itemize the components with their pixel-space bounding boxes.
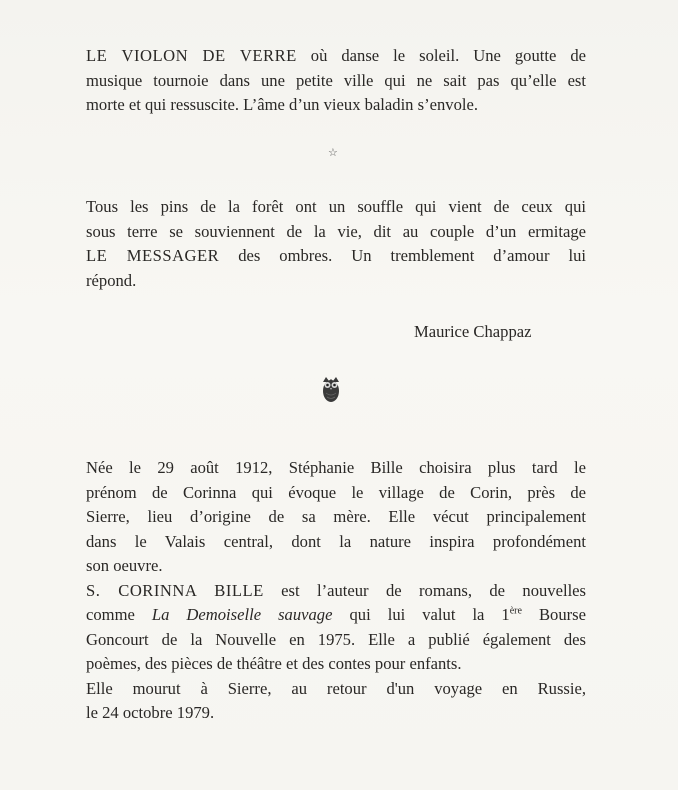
- paragraph-biography: [86, 456, 586, 726]
- text-line: LE MESSAGER des ombres. Un tremblement d’amour lui: [86, 246, 586, 265]
- text-line: sous terre se souviennent de la vie, dit au couple d’un ermitage: [86, 221, 586, 241]
- text-line: musique tournoie dans une petite ville qui ne sait pas qu’elle est: [86, 70, 586, 90]
- text-line: prénom de Corinna qui évoque le village de Corin, près de: [86, 482, 586, 502]
- book-title: La Demoiselle sauvage: [151, 605, 333, 624]
- text-line: son oeuvre.: [86, 556, 163, 575]
- text-line: comme La Demoiselle sauvage qui lui valut la 1ère Bourse: [86, 605, 586, 624]
- paragraph-messager: [86, 195, 586, 293]
- author-name-caps: S. CORINNA BILLE: [86, 580, 264, 600]
- author-signature: Maurice Chappaz: [414, 322, 532, 341]
- text-line: Elle mourut à Sierre, au retour d'un voyage en Russie,: [86, 678, 586, 698]
- text-line: Sierre, lieu d’origine de sa mère. Elle vécut principalement: [86, 507, 586, 526]
- text-line: Goncourt de la Nouvelle en 1975. Elle a publié également des: [86, 629, 586, 649]
- text-line: poèmes, des pièces de théâtre et des contes pour enfants.: [86, 654, 462, 673]
- title-caps: LE VIOLON DE VERRE: [86, 46, 297, 65]
- text-line: LE VIOLON DE VERRE où danse le soleil. Une goutte de: [86, 46, 586, 65]
- owl-ornament-icon: [320, 374, 342, 404]
- text-line: Tous les pins de la forêt ont un souffle qui vient de ceux qui: [86, 197, 586, 216]
- text-line: dans le Valais central, dont la nature inspira profondément: [86, 531, 586, 551]
- text-line: le 24 octobre 1979.: [86, 703, 215, 722]
- ordinal-suffix: ère: [509, 605, 522, 617]
- star-separator-icon: ☆: [328, 147, 338, 159]
- paragraph-violon-de-verre: [86, 44, 586, 118]
- text-line: S. CORINNA BILLE est l’auteur de romans, de nouvelles: [86, 580, 586, 600]
- text-line: Née le 29 août 1912, Stéphanie Bille choisira plus tard le: [86, 458, 586, 477]
- text-line: morte et qui ressuscite. L’âme d’un vieux baladin s’envole.: [86, 95, 478, 114]
- text-line: répond.: [86, 270, 137, 290]
- title-caps: LE MESSAGER: [86, 246, 220, 265]
